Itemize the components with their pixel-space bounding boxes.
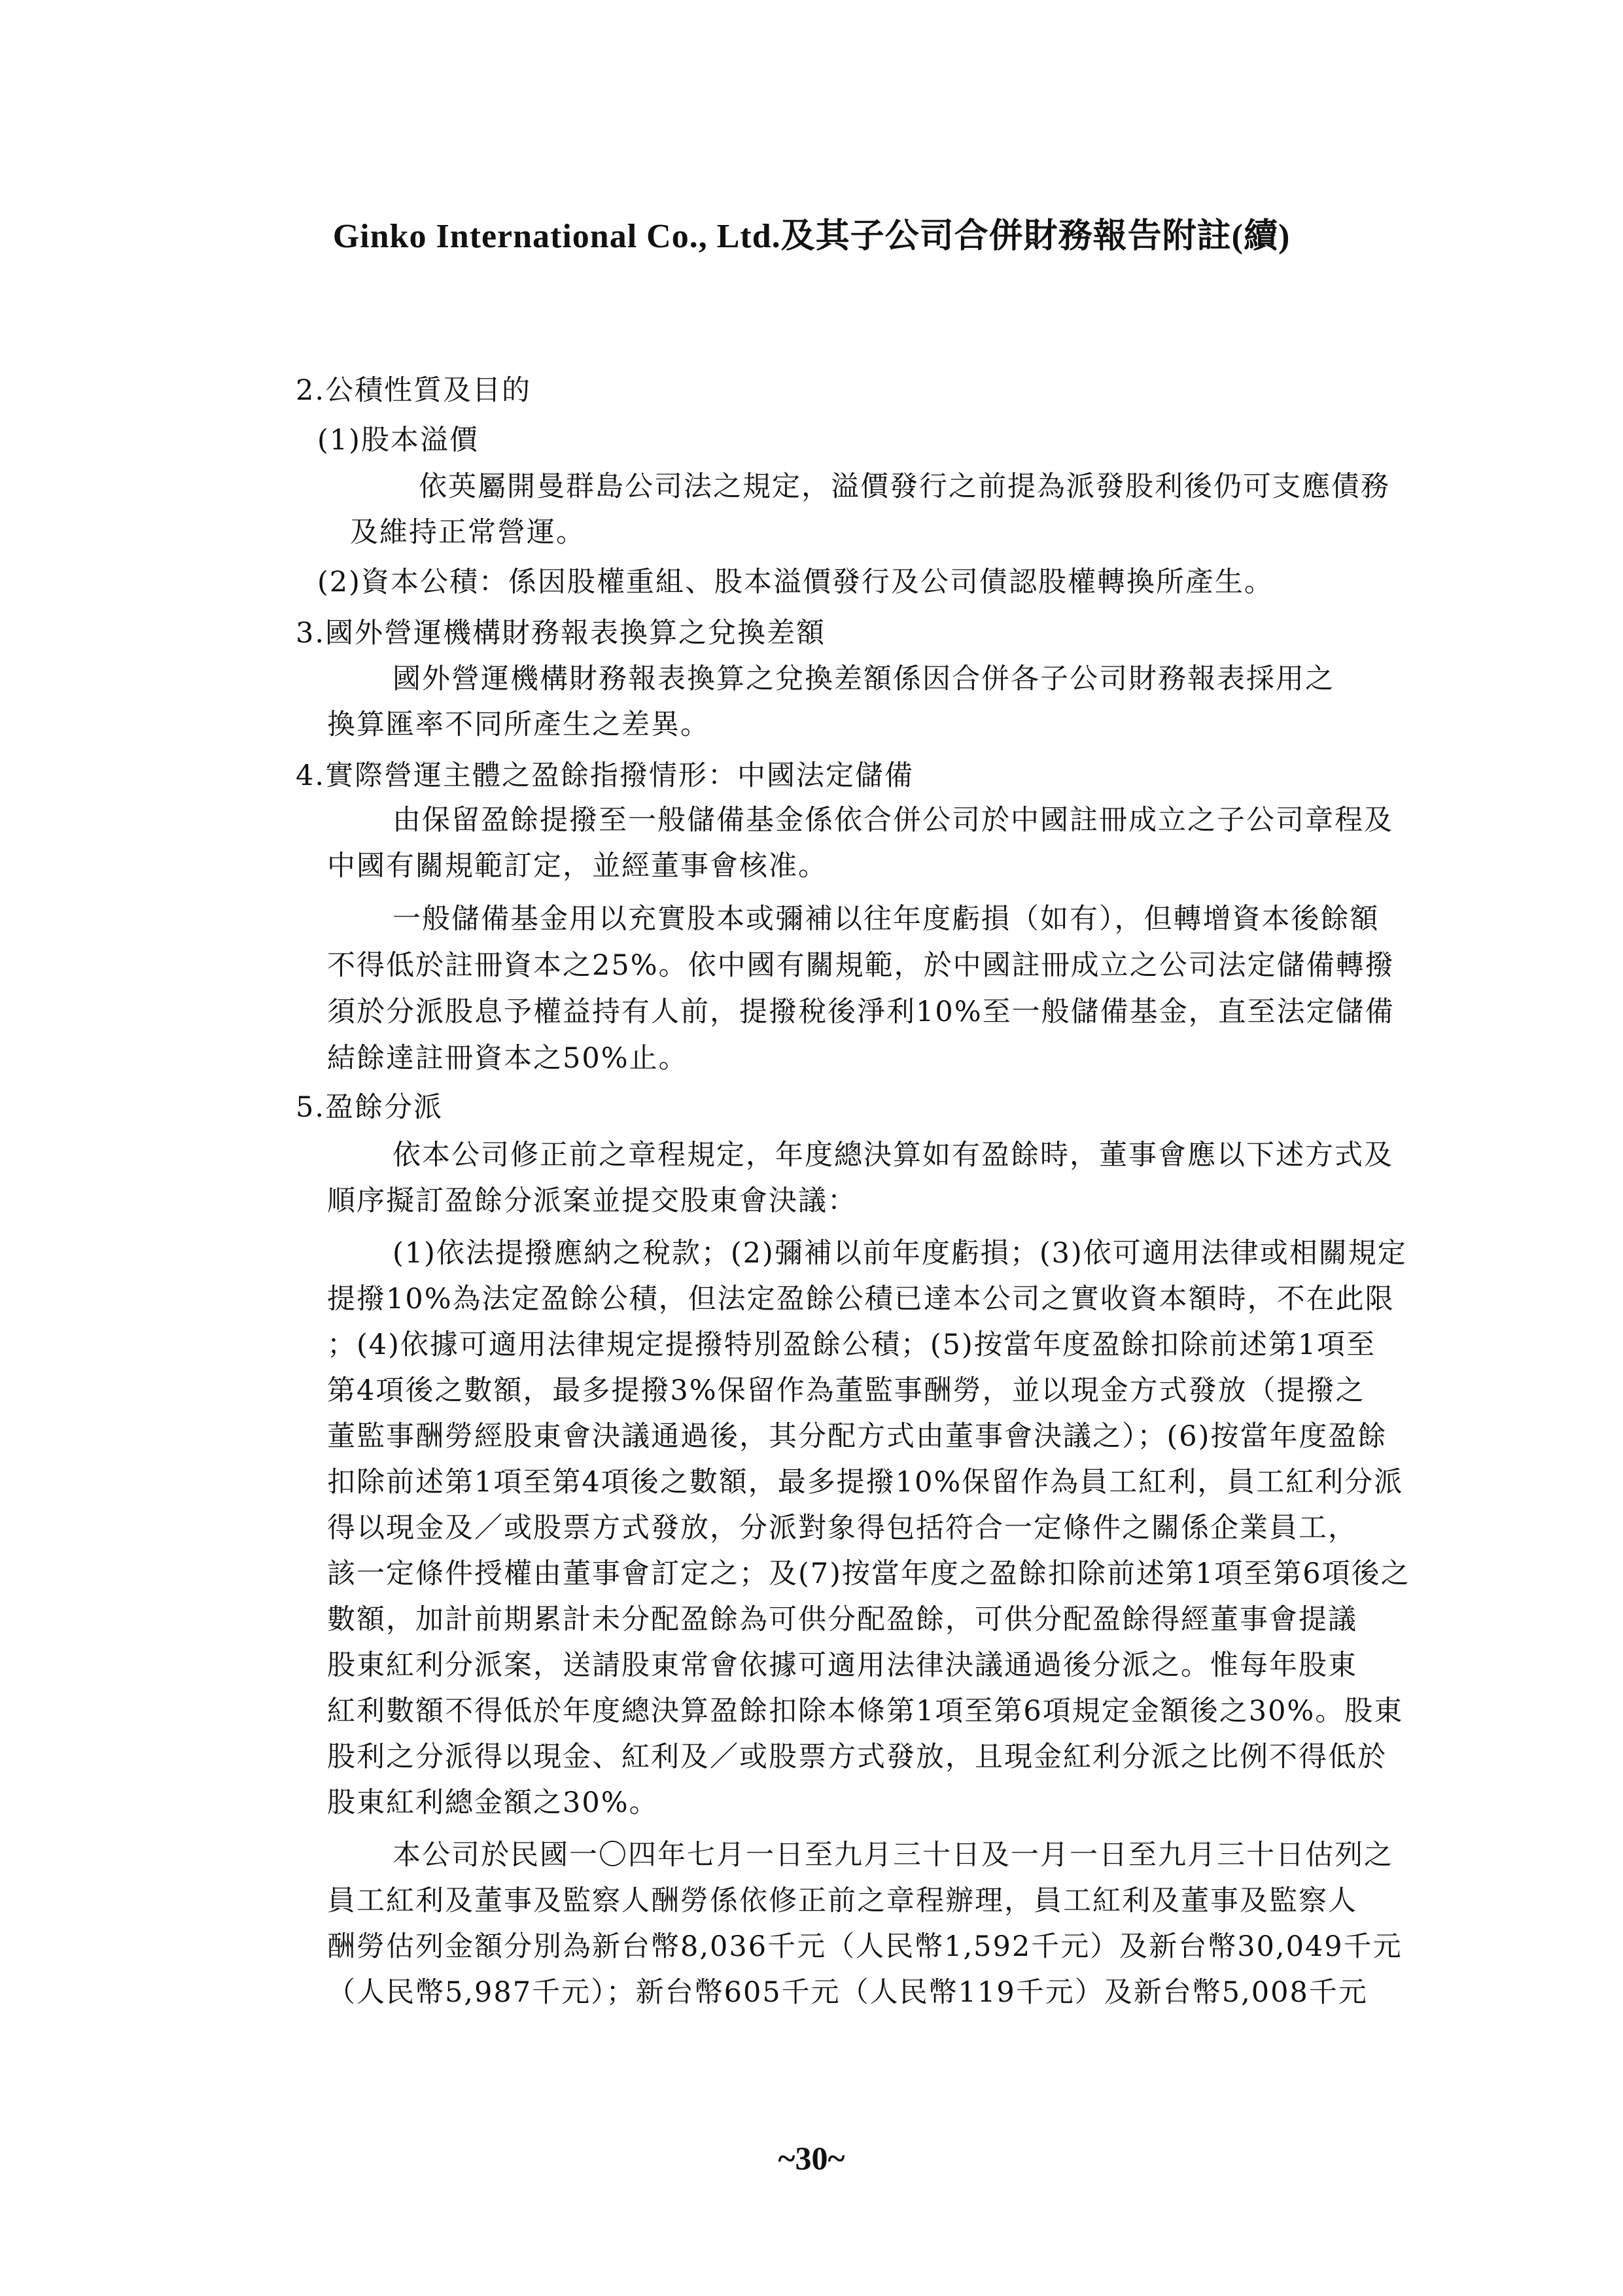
paragraph-line: 紅利數額不得低於年度總決算盈餘扣除本條第1項至第6項規定金額後之30%。股東 — [327, 1695, 1404, 1728]
section-heading: 3.國外營運機構財務報表換算之兌換差額 — [296, 617, 826, 650]
paragraph-line: 本公司於民國一〇四年七月一日至九月三十日及一月一日至九月三十日估列之 — [393, 1839, 1393, 1871]
paragraph-line: 不得低於註冊資本之25%。依中國有關規範，於中國註冊成立之公司法定儲備轉撥 — [327, 949, 1395, 982]
subsection-heading: (1)股本溢價 — [317, 424, 479, 457]
subsection-heading: (2)資本公積：係因股權重組、股本溢價發行及公司債認股權轉換所產生。 — [317, 566, 1274, 599]
paragraph-line: 一般儲備基金用以充實股本或彌補以往年度虧損（如有），但轉增資本後餘額 — [393, 903, 1380, 935]
paragraph-line: （人民幣5,987千元）；新台幣605千元（人民幣119千元）及新台幣5,008千元 — [327, 1976, 1368, 2009]
paragraph-line: 換算匯率不同所產生之差異。 — [327, 708, 710, 741]
paragraph-line: 董監事酬勞經股東會決議通過後，其分配方式由董事會決議之）；(6)按當年度盈餘 — [327, 1420, 1387, 1453]
paragraph-line: ；(4)依據可適用法律規定提撥特別盈餘公積；(5)按當年度盈餘扣除前述第1項至 — [327, 1329, 1376, 1361]
paragraph-line: 數額，加計前期累計未分配盈餘為可供分配盈餘，可供分配盈餘得經董事會提議 — [327, 1603, 1357, 1636]
paragraph-line: 股東紅利分派案，送請股東常會依據可適用法律決議通過後分派之。惟每年股東 — [327, 1649, 1357, 1682]
paragraph-line: 及維持正常營運。 — [350, 516, 585, 549]
paragraph-line: 員工紅利及董事及監察人酬勞係依修正前之章程辦理，員工紅利及董事及監察人 — [327, 1885, 1357, 1917]
section-heading: 2.公積性質及目的 — [296, 374, 532, 407]
paragraph-line: 第4項後之數額，最多提撥3%保留作為董監事酬勞，並以現金方式發放（提撥之 — [327, 1374, 1365, 1407]
paragraph-line: 結餘達註冊資本之50%止。 — [327, 1042, 688, 1075]
paragraph-line: 扣除前述第1項至第4項後之數額，最多提撥10%保留作為員工紅利，員工紅利分派 — [327, 1466, 1404, 1499]
paragraph-line: 依本公司修正前之章程規定，年度總決算如有盈餘時，董事會應以下述方式及 — [393, 1139, 1393, 1172]
paragraph-line: 該一定條件授權由董事會訂定之；及(7)按當年度之盈餘扣除前述第1項至第6項後之 — [327, 1557, 1410, 1590]
paragraph-line: (1)依法提撥應納之稅款；(2)彌補以前年度虧損；(3)依可適用法律或相關規定 — [393, 1237, 1407, 1270]
paragraph-line: 股東紅利總金額之30%。 — [327, 1786, 659, 1819]
paragraph-line: 須於分派股息予權益持有人前，提撥稅後淨利10%至一般儲備基金，直至法定儲備 — [327, 996, 1395, 1028]
paragraph-line: 國外營運機構財務報表換算之兌換差額係因合併各子公司財務報表採用之 — [393, 663, 1335, 695]
page-number: ~30~ — [778, 2140, 845, 2176]
paragraph-line: 提撥10%為法定盈餘公積，但法定盈餘公積已達本公司之實收資本額時，不在此限 — [327, 1283, 1395, 1315]
paragraph-line: 得以現金及／或股票方式發放，分派對象得包括符合一定條件之關係企業員工， — [327, 1512, 1357, 1544]
paragraph-line: 酬勞估列金額分別為新台幣8,036千元（人民幣1,592千元）及新台幣30,049千元 — [327, 1930, 1403, 1963]
paragraph-line: 中國有關規範訂定，並經董事會核准。 — [327, 850, 828, 882]
section-heading: 5.盈餘分派 — [296, 1091, 444, 1124]
paragraph-line: 順序擬訂盈餘分派案並提交股東會決議： — [327, 1185, 857, 1217]
paragraph-line: 依英屬開曼群島公司法之規定，溢價發行之前提為派發股利後仍可支應債務 — [419, 470, 1390, 503]
section-heading: 4.實際營運主體之盈餘指撥情形：中國法定儲備 — [296, 759, 915, 792]
paragraph-line: 股利之分派得以現金、紅利及／或股票方式發放，且現金紅利分派之比例不得低於 — [327, 1741, 1387, 1773]
page-title: Ginko International Co., Ltd.及其子公司合併財務報告附註(續) — [332, 218, 1291, 255]
paragraph-line: 由保留盈餘提撥至一般儲備基金係依合併公司於中國註冊成立之子公司章程及 — [393, 804, 1393, 837]
